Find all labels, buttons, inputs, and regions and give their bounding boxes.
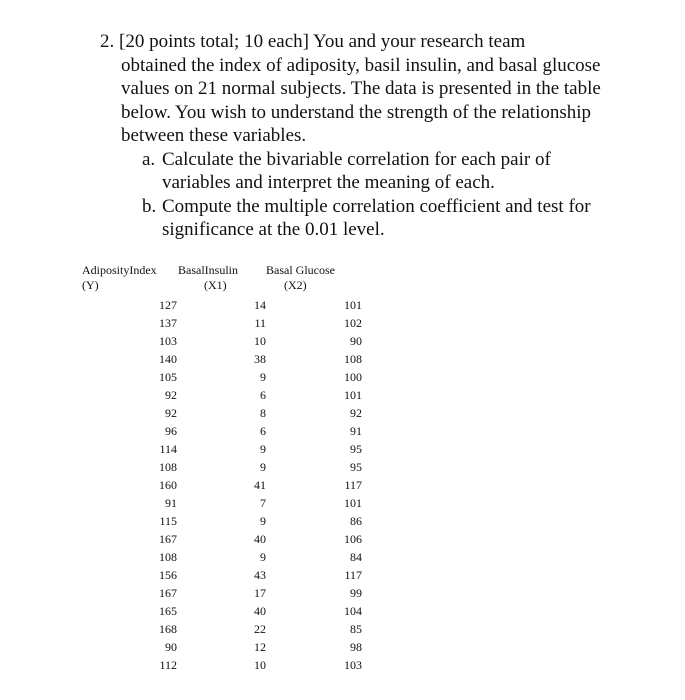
table-row	[82, 584, 382, 602]
table-row	[82, 476, 382, 494]
x1-value: 38	[254, 352, 266, 366]
x2-value: 106	[344, 532, 362, 546]
y-value: 108	[159, 550, 177, 564]
x1-value: 9	[260, 550, 266, 564]
y-value: 156	[159, 568, 177, 582]
x1-value: 9	[260, 514, 266, 528]
y-value: 108	[159, 460, 177, 474]
question-body: obtained the index of adiposity, basil insulin, and basal glucose values on 21 normal subjects. The data is presented in the table below. You wish to understand the strength of the relationship between these variables.	[121, 54, 601, 146]
x1-value: 17	[254, 586, 266, 600]
table-row	[82, 620, 382, 638]
part-a-text: Calculate the bivariable correlation for each pair of variables and interpret the meaning of each.	[162, 148, 551, 193]
table-row	[82, 350, 382, 368]
x1-value: 6	[260, 424, 266, 438]
header-x1-name: BasalInsulin	[178, 263, 238, 277]
table-row	[82, 332, 382, 350]
y-value: 105	[159, 370, 177, 384]
x1-value: 6	[260, 388, 266, 402]
x2-value: 91	[350, 424, 362, 438]
table-row	[82, 368, 382, 386]
part-b-label: b.	[142, 195, 157, 217]
x2-value: 117	[344, 568, 362, 582]
x1-value: 41	[254, 478, 266, 492]
y-value: 90	[165, 640, 177, 654]
x1-value: 10	[254, 658, 266, 672]
x1-value: 9	[260, 460, 266, 474]
x1-value: 43	[254, 568, 266, 582]
table-row	[82, 494, 382, 512]
table-row	[82, 404, 382, 422]
x2-value: 101	[344, 388, 362, 402]
x1-value: 14	[254, 298, 266, 312]
y-value: 137	[159, 316, 177, 330]
table-row	[82, 602, 382, 620]
header-x1-symbol: (X1)	[204, 278, 227, 292]
y-value: 168	[159, 622, 177, 636]
table-row	[82, 296, 382, 314]
part-a-label: a.	[142, 148, 156, 170]
x1-value: 7	[260, 496, 266, 510]
x2-value: 101	[344, 496, 362, 510]
x1-value: 10	[254, 334, 266, 348]
y-value: 103	[159, 334, 177, 348]
question-heading: 2. [20 points total; 10 each] You and your research team	[100, 31, 526, 52]
x1-value: 22	[254, 622, 266, 636]
question-block	[100, 30, 620, 242]
x2-value: 104	[344, 604, 362, 618]
y-value: 114	[159, 442, 177, 456]
part-a	[142, 148, 620, 195]
table-row	[82, 512, 382, 530]
x2-value: 99	[350, 586, 362, 600]
x2-value: 117	[344, 478, 362, 492]
x2-value: 85	[350, 622, 362, 636]
table-body	[82, 296, 382, 674]
part-b	[142, 195, 620, 242]
y-value: 127	[159, 298, 177, 312]
table-row	[82, 638, 382, 656]
x1-value: 40	[254, 532, 266, 546]
header-x2-symbol: (X2)	[284, 278, 307, 292]
x2-value: 101	[344, 298, 362, 312]
x1-value: 8	[260, 406, 266, 420]
y-value: 96	[165, 424, 177, 438]
x2-value: 95	[350, 460, 362, 474]
y-value: 91	[165, 496, 177, 510]
table-row	[82, 548, 382, 566]
header-y-name: AdiposityIndex	[82, 263, 157, 277]
x1-value: 9	[260, 370, 266, 384]
y-value: 92	[165, 406, 177, 420]
x2-value: 86	[350, 514, 362, 528]
x1-value: 40	[254, 604, 266, 618]
y-value: 140	[159, 352, 177, 366]
table-row	[82, 566, 382, 584]
x2-value: 108	[344, 352, 362, 366]
x2-value: 90	[350, 334, 362, 348]
x2-value: 100	[344, 370, 362, 384]
x2-value: 95	[350, 442, 362, 456]
header-y-symbol: (Y)	[82, 278, 99, 292]
table-row	[82, 422, 382, 440]
table-row	[82, 458, 382, 476]
x1-value: 9	[260, 442, 266, 456]
table-row	[82, 386, 382, 404]
table-row	[82, 440, 382, 458]
x2-value: 98	[350, 640, 362, 654]
y-value: 167	[159, 532, 177, 546]
y-value: 92	[165, 388, 177, 402]
y-value: 167	[159, 586, 177, 600]
y-value: 160	[159, 478, 177, 492]
table-row	[82, 314, 382, 332]
x2-value: 84	[350, 550, 362, 564]
table-row	[82, 656, 382, 674]
table-row	[82, 530, 382, 548]
x1-value: 11	[254, 316, 266, 330]
x2-value: 103	[344, 658, 362, 672]
y-value: 115	[159, 514, 177, 528]
y-value: 165	[159, 604, 177, 618]
x2-value: 92	[350, 406, 362, 420]
y-value: 112	[159, 658, 177, 672]
part-b-text: Compute the multiple correlation coefficient and test for significance at the 0.01 level.	[162, 195, 591, 240]
header-x2-name: Basal Glucose	[266, 263, 335, 277]
x2-value: 102	[344, 316, 362, 330]
x1-value: 12	[254, 640, 266, 654]
